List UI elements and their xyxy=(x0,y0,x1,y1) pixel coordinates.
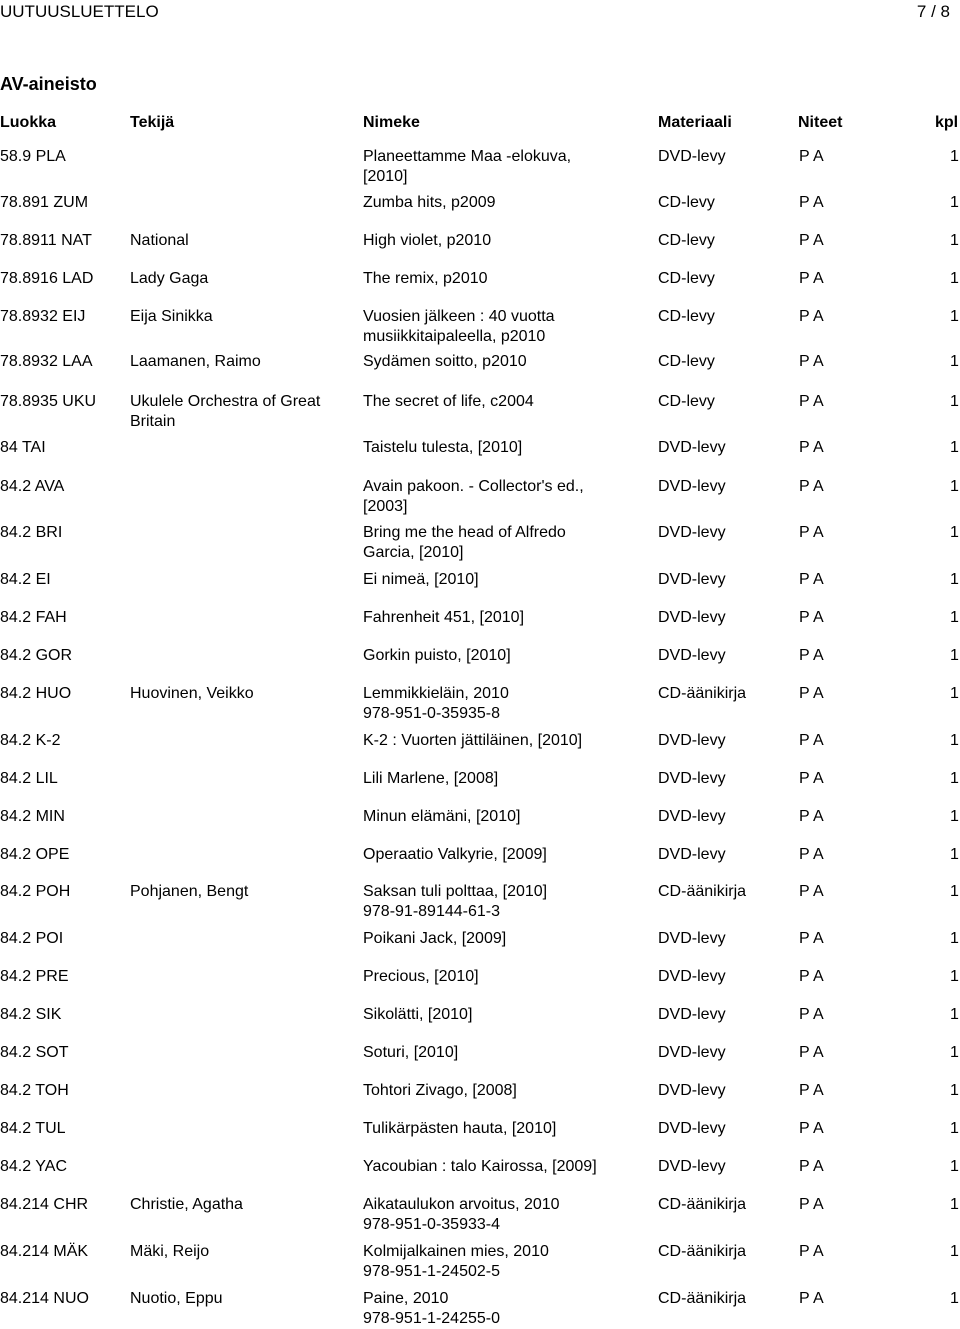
cell-luokka: 78.8932 LAA xyxy=(0,353,93,370)
cell-tekija: Pohjanen, Bengt xyxy=(130,883,249,900)
cell-kpl: 1 xyxy=(950,439,959,456)
cell-tekija: Christie, Agatha xyxy=(130,1196,243,1213)
cell-kpl: 1 xyxy=(950,968,959,985)
cell-materiaali: CD-äänikirja xyxy=(658,1243,747,1260)
cell-kpl: 1 xyxy=(950,883,959,900)
cell-kpl: 1 xyxy=(950,1243,959,1260)
cell-niteet: P A xyxy=(799,1006,824,1023)
cell-materiaali: CD-levy xyxy=(658,353,715,370)
cell-materiaali: DVD-levy xyxy=(658,148,726,165)
cell-luokka: 84.2 POI xyxy=(0,930,64,947)
cell-nimeke xyxy=(363,967,648,987)
cell-materiaali: CD-levy xyxy=(658,194,715,211)
cell-materiaali: CD-levy xyxy=(658,270,715,287)
cell-nimeke xyxy=(363,731,648,751)
cell-luokka: 84.2 YAC xyxy=(0,1158,68,1175)
nimeke-line: Lili Marlene, [2008] xyxy=(363,770,499,787)
cell-kpl: 1 xyxy=(950,571,959,588)
nimeke-line: Kolmijalkainen mies, 2010 xyxy=(363,1243,549,1260)
cell-luokka: 84.2 HUO xyxy=(0,685,72,702)
cell-nimeke xyxy=(363,845,648,865)
cell-niteet: P A xyxy=(799,1158,824,1175)
cell-nimeke xyxy=(363,352,648,372)
cell-kpl: 1 xyxy=(950,1044,959,1061)
cell-kpl: 1 xyxy=(950,846,959,863)
cell-materiaali: DVD-levy xyxy=(658,1082,726,1099)
cell-materiaali: CD-levy xyxy=(658,393,715,410)
nimeke-line: Zumba hits, p2009 xyxy=(363,194,496,211)
nimeke-line: Paine, 2010 xyxy=(363,1290,449,1307)
cell-kpl: 1 xyxy=(950,194,959,211)
cell-kpl: 1 xyxy=(950,808,959,825)
cell-nimeke xyxy=(363,438,648,458)
column-header-materiaali: Materiaali xyxy=(658,114,732,131)
cell-niteet: P A xyxy=(799,846,824,863)
nimeke-line: Bring me the head of Alfredo xyxy=(363,524,566,541)
cell-materiaali: DVD-levy xyxy=(658,439,726,456)
nimeke-line: 978-951-1-24255-0 xyxy=(363,1310,500,1327)
cell-kpl: 1 xyxy=(950,353,959,370)
cell-luokka: 78.8932 EIJ xyxy=(0,308,86,325)
cell-materiaali: DVD-levy xyxy=(658,524,726,541)
cell-nimeke xyxy=(363,929,648,949)
nimeke-line: The secret of life, c2004 xyxy=(363,393,534,410)
cell-nimeke xyxy=(363,147,648,187)
cell-materiaali: DVD-levy xyxy=(658,1006,726,1023)
cell-nimeke xyxy=(363,882,648,922)
cell-nimeke xyxy=(363,684,648,724)
cell-materiaali: DVD-levy xyxy=(658,1120,726,1137)
cell-kpl: 1 xyxy=(950,732,959,749)
cell-kpl: 1 xyxy=(950,1006,959,1023)
nimeke-line: Poikani Jack, [2009] xyxy=(363,930,507,947)
nimeke-line: Fahrenheit 451, [2010] xyxy=(363,609,525,626)
cell-luokka: 84.2 SIK xyxy=(0,1006,62,1023)
cell-luokka: 58.9 PLA xyxy=(0,148,66,165)
cell-luokka: 84.2 MIN xyxy=(0,808,65,825)
cell-niteet: P A xyxy=(799,1243,824,1260)
cell-tekija: National xyxy=(130,232,189,249)
section-title: AV-aineisto xyxy=(0,74,97,94)
nimeke-line: Operaatio Valkyrie, [2009] xyxy=(363,846,547,863)
cell-nimeke xyxy=(363,231,648,251)
page-number: 7 / 8 xyxy=(916,2,950,21)
cell-nimeke xyxy=(363,1195,648,1235)
cell-nimeke xyxy=(363,392,648,412)
cell-kpl: 1 xyxy=(950,524,959,541)
nimeke-line: Yacoubian : talo Kairossa, [2009] xyxy=(363,1158,597,1175)
cell-kpl: 1 xyxy=(950,1196,959,1213)
cell-kpl: 1 xyxy=(950,478,959,495)
cell-nimeke xyxy=(363,769,648,789)
cell-kpl: 1 xyxy=(950,770,959,787)
cell-luokka: 78.8935 UKU xyxy=(0,393,97,410)
nimeke-line: Saksan tuli polttaa, [2010] xyxy=(363,883,548,900)
cell-nimeke xyxy=(363,1242,648,1282)
cell-tekija: Nuotio, Eppu xyxy=(130,1290,223,1307)
nimeke-line: Tohtori Zivago, [2008] xyxy=(363,1082,517,1099)
cell-niteet: P A xyxy=(799,1196,824,1213)
cell-luokka: 78.891 ZUM xyxy=(0,194,89,211)
cell-niteet: P A xyxy=(799,808,824,825)
cell-nimeke xyxy=(363,608,648,628)
cell-kpl: 1 xyxy=(950,685,959,702)
nimeke-line: Lemmikkieläin, 2010 xyxy=(363,685,509,702)
cell-niteet: P A xyxy=(799,1082,824,1099)
cell-kpl: 1 xyxy=(950,148,959,165)
cell-materiaali: DVD-levy xyxy=(658,1158,726,1175)
cell-luokka: 84.2 AVA xyxy=(0,478,65,495)
cell-niteet: P A xyxy=(799,930,824,947)
column-header-niteet: Niteet xyxy=(798,114,843,131)
cell-materiaali: CD-äänikirja xyxy=(658,883,747,900)
cell-luokka: 78.8916 LAD xyxy=(0,270,94,287)
cell-luokka: 84.2 GOR xyxy=(0,647,73,664)
cell-nimeke xyxy=(363,646,648,666)
cell-nimeke xyxy=(363,807,648,827)
cell-niteet: P A xyxy=(799,968,824,985)
cell-materiaali: DVD-levy xyxy=(658,808,726,825)
cell-materiaali: DVD-levy xyxy=(658,732,726,749)
cell-niteet: P A xyxy=(799,524,824,541)
nimeke-line: Taistelu tulesta, [2010] xyxy=(363,439,523,456)
cell-nimeke xyxy=(363,570,648,590)
cell-luokka: 84.2 EI xyxy=(0,571,51,588)
cell-nimeke xyxy=(363,307,648,347)
nimeke-line: 978-951-0-35935-8 xyxy=(363,705,500,722)
cell-materiaali: CD-levy xyxy=(658,232,715,249)
nimeke-line: Minun elämäni, [2010] xyxy=(363,808,521,825)
cell-niteet: P A xyxy=(799,1120,824,1137)
cell-niteet: P A xyxy=(799,770,824,787)
cell-niteet: P A xyxy=(799,732,824,749)
cell-luokka: 84.214 MÄK xyxy=(0,1243,89,1260)
cell-kpl: 1 xyxy=(950,930,959,947)
cell-kpl: 1 xyxy=(950,609,959,626)
cell-nimeke xyxy=(363,1081,648,1101)
cell-niteet: P A xyxy=(799,194,824,211)
cell-luokka: 84.2 POH xyxy=(0,883,71,900)
cell-kpl: 1 xyxy=(950,308,959,325)
cell-kpl: 1 xyxy=(950,232,959,249)
cell-nimeke xyxy=(363,523,648,563)
cell-niteet: P A xyxy=(799,393,824,410)
cell-tekija: Ukulele Orchestra of Great Britain xyxy=(130,393,321,430)
cell-kpl: 1 xyxy=(950,1290,959,1307)
nimeke-line: Garcia, [2010] xyxy=(363,544,464,561)
cell-materiaali: DVD-levy xyxy=(658,968,726,985)
nimeke-line: Ei nimeä, [2010] xyxy=(363,571,479,588)
cell-luokka: 84.2 LIL xyxy=(0,770,58,787)
nimeke-line: Avain pakoon. - Collector's ed., xyxy=(363,478,584,495)
cell-luokka: 84.214 NUO xyxy=(0,1290,89,1307)
cell-niteet: P A xyxy=(799,609,824,626)
nimeke-line: The remix, p2010 xyxy=(363,270,488,287)
cell-niteet: P A xyxy=(799,148,824,165)
cell-niteet: P A xyxy=(799,685,824,702)
cell-niteet: P A xyxy=(799,883,824,900)
cell-materiaali: DVD-levy xyxy=(658,478,726,495)
cell-nimeke xyxy=(363,1157,648,1177)
cell-niteet: P A xyxy=(799,1290,824,1307)
column-header-luokka: Luokka xyxy=(0,114,57,131)
cell-luokka: 84.2 OPE xyxy=(0,846,70,863)
cell-luokka: 84.2 SOT xyxy=(0,1044,69,1061)
cell-materiaali: CD-levy xyxy=(658,308,715,325)
cell-materiaali: DVD-levy xyxy=(658,846,726,863)
cell-niteet: P A xyxy=(799,478,824,495)
nimeke-line: High violet, p2010 xyxy=(363,232,492,249)
cell-materiaali: CD-äänikirja xyxy=(658,1290,747,1307)
nimeke-line: Precious, [2010] xyxy=(363,968,479,985)
cell-tekija: Laamanen, Raimo xyxy=(130,353,261,370)
nimeke-line: 978-951-0-35933-4 xyxy=(363,1216,500,1233)
cell-kpl: 1 xyxy=(950,393,959,410)
cell-niteet: P A xyxy=(799,439,824,456)
cell-nimeke xyxy=(363,193,648,213)
nimeke-line: [2003] xyxy=(363,498,408,515)
cell-nimeke xyxy=(363,269,648,289)
cell-nimeke xyxy=(363,477,648,517)
cell-kpl: 1 xyxy=(950,1158,959,1175)
cell-kpl: 1 xyxy=(950,1082,959,1099)
cell-tekija: Huovinen, Veikko xyxy=(130,685,254,702)
cell-luokka: 84.2 TUL xyxy=(0,1120,66,1137)
nimeke-line: Soturi, [2010] xyxy=(363,1044,459,1061)
cell-niteet: P A xyxy=(799,308,824,325)
nimeke-line: Sikolätti, [2010] xyxy=(363,1006,473,1023)
cell-tekija: Mäki, Reijo xyxy=(130,1243,210,1260)
cell-materiaali: DVD-levy xyxy=(658,647,726,664)
cell-materiaali: DVD-levy xyxy=(658,930,726,947)
cell-luokka: 84.2 PRE xyxy=(0,968,69,985)
cell-niteet: P A xyxy=(799,647,824,664)
nimeke-line: Vuosien jälkeen : 40 vuotta xyxy=(363,308,555,325)
nimeke-line: Aikataulukon arvoitus, 2010 xyxy=(363,1196,560,1213)
nimeke-line: Planeettamme Maa -elokuva, xyxy=(363,148,572,165)
cell-luokka: 78.8911 NAT xyxy=(0,232,92,249)
nimeke-line: K-2 : Vuorten jättiläinen, [2010] xyxy=(363,732,583,749)
cell-nimeke xyxy=(363,1289,648,1329)
nimeke-line: Sydämen soitto, p2010 xyxy=(363,353,527,370)
nimeke-line: 978-91-89144-61-3 xyxy=(363,903,500,920)
cell-luokka: 84.2 BRI xyxy=(0,524,63,541)
cell-luokka: 84.214 CHR xyxy=(0,1196,89,1213)
nimeke-line: Tulikärpästen hauta, [2010] xyxy=(363,1120,557,1137)
cell-kpl: 1 xyxy=(950,1120,959,1137)
cell-niteet: P A xyxy=(799,353,824,370)
cell-nimeke xyxy=(363,1043,648,1063)
column-header-kpl: kpl xyxy=(935,114,959,131)
nimeke-line: 978-951-1-24502-5 xyxy=(363,1263,500,1280)
cell-materiaali: DVD-levy xyxy=(658,1044,726,1061)
cell-materiaali: CD-äänikirja xyxy=(658,685,747,702)
cell-niteet: P A xyxy=(799,232,824,249)
cell-materiaali: CD-äänikirja xyxy=(658,1196,747,1213)
cell-niteet: P A xyxy=(799,270,824,287)
column-header-nimeke: Nimeke xyxy=(363,114,420,131)
cell-luokka: 84.2 K-2 xyxy=(0,732,61,749)
cell-luokka: 84 TAI xyxy=(0,439,46,456)
cell-kpl: 1 xyxy=(950,270,959,287)
cell-tekija: Lady Gaga xyxy=(130,270,209,287)
cell-materiaali: DVD-levy xyxy=(658,571,726,588)
cell-materiaali: DVD-levy xyxy=(658,770,726,787)
column-header-tekija: Tekijä xyxy=(130,114,175,131)
cell-niteet: P A xyxy=(799,571,824,588)
document-title: UUTUUSLUETTELO xyxy=(0,2,159,21)
cell-materiaali: DVD-levy xyxy=(658,609,726,626)
cell-nimeke xyxy=(363,1119,648,1139)
cell-tekija: Eija Sinikka xyxy=(130,308,213,325)
nimeke-line: [2010] xyxy=(363,168,408,185)
cell-kpl: 1 xyxy=(950,647,959,664)
nimeke-line: musiikkitaipaleella, p2010 xyxy=(363,328,546,345)
nimeke-line: Gorkin puisto, [2010] xyxy=(363,647,511,664)
cell-niteet: P A xyxy=(799,1044,824,1061)
cell-nimeke xyxy=(363,1005,648,1025)
cell-luokka: 84.2 TOH xyxy=(0,1082,69,1099)
cell-luokka: 84.2 FAH xyxy=(0,609,67,626)
